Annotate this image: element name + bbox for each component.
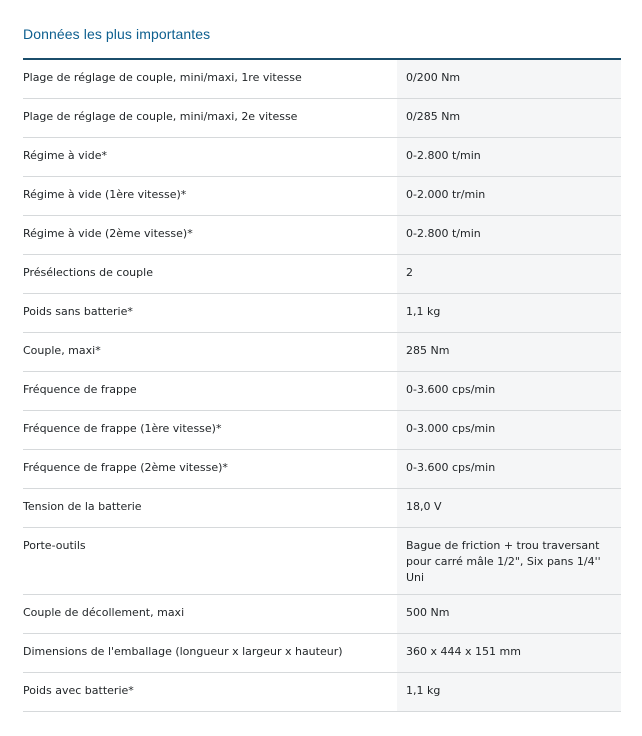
- spec-label: Fréquence de frappe: [23, 372, 397, 410]
- table-row: [23, 450, 621, 489]
- table-row: [23, 634, 621, 673]
- table-row: [23, 595, 621, 634]
- table-row: [23, 411, 621, 450]
- spec-value: 18,0 V: [397, 489, 621, 527]
- spec-value: 0-3.000 cps/min: [397, 411, 621, 449]
- spec-label: Régime à vide (2ème vitesse)*: [23, 216, 397, 254]
- spec-value: 0-2.000 tr/min: [397, 177, 621, 215]
- spec-value: 0-2.800 t/min: [397, 216, 621, 254]
- spec-label: Tension de la batterie: [23, 489, 397, 527]
- spec-value: Bague de friction + trou traversant pour carré mâle 1/2", Six pans 1/4'' Uni: [397, 528, 621, 594]
- table-row: [23, 372, 621, 411]
- spec-value: 285 Nm: [397, 333, 621, 371]
- spec-value: 0-3.600 cps/min: [397, 450, 621, 488]
- spec-label: Fréquence de frappe (2ème vitesse)*: [23, 450, 397, 488]
- spec-value: 0/200 Nm: [397, 60, 621, 98]
- spec-label: Couple, maxi*: [23, 333, 397, 371]
- spec-value: 2: [397, 255, 621, 293]
- table-row: [23, 177, 621, 216]
- spec-label: Poids sans batterie*: [23, 294, 397, 332]
- table-row: [23, 333, 621, 372]
- spec-label: Présélections de couple: [23, 255, 397, 293]
- section-title: Données les plus importantes: [23, 26, 211, 42]
- spec-label: Fréquence de frappe (1ère vitesse)*: [23, 411, 397, 449]
- spec-label: Porte-outils: [23, 528, 397, 594]
- table-row: [23, 99, 621, 138]
- table-row: [23, 294, 621, 333]
- spec-label: Couple de décollement, maxi: [23, 595, 397, 633]
- table-row: [23, 673, 621, 712]
- spec-value: 0-3.600 cps/min: [397, 372, 621, 410]
- table-row: [23, 255, 621, 294]
- table-row: [23, 138, 621, 177]
- specs-table: [23, 58, 621, 712]
- spec-label: Régime à vide (1ère vitesse)*: [23, 177, 397, 215]
- spec-label: Régime à vide*: [23, 138, 397, 176]
- spec-label: Plage de réglage de couple, mini/maxi, 1re vitesse: [23, 60, 397, 98]
- table-row: [23, 60, 621, 99]
- spec-label: Poids avec batterie*: [23, 673, 397, 711]
- spec-value: 0-2.800 t/min: [397, 138, 621, 176]
- spec-value: 1,1 kg: [397, 673, 621, 711]
- spec-label: Dimensions de l'emballage (longueur x largeur x hauteur): [23, 634, 397, 672]
- table-row: [23, 489, 621, 528]
- table-row: [23, 216, 621, 255]
- spec-label: Plage de réglage de couple, mini/maxi, 2e vitesse: [23, 99, 397, 137]
- spec-value: 1,1 kg: [397, 294, 621, 332]
- table-row: [23, 528, 621, 595]
- spec-value: 360 x 444 x 151 mm: [397, 634, 621, 672]
- spec-value: 500 Nm: [397, 595, 621, 633]
- spec-value: 0/285 Nm: [397, 99, 621, 137]
